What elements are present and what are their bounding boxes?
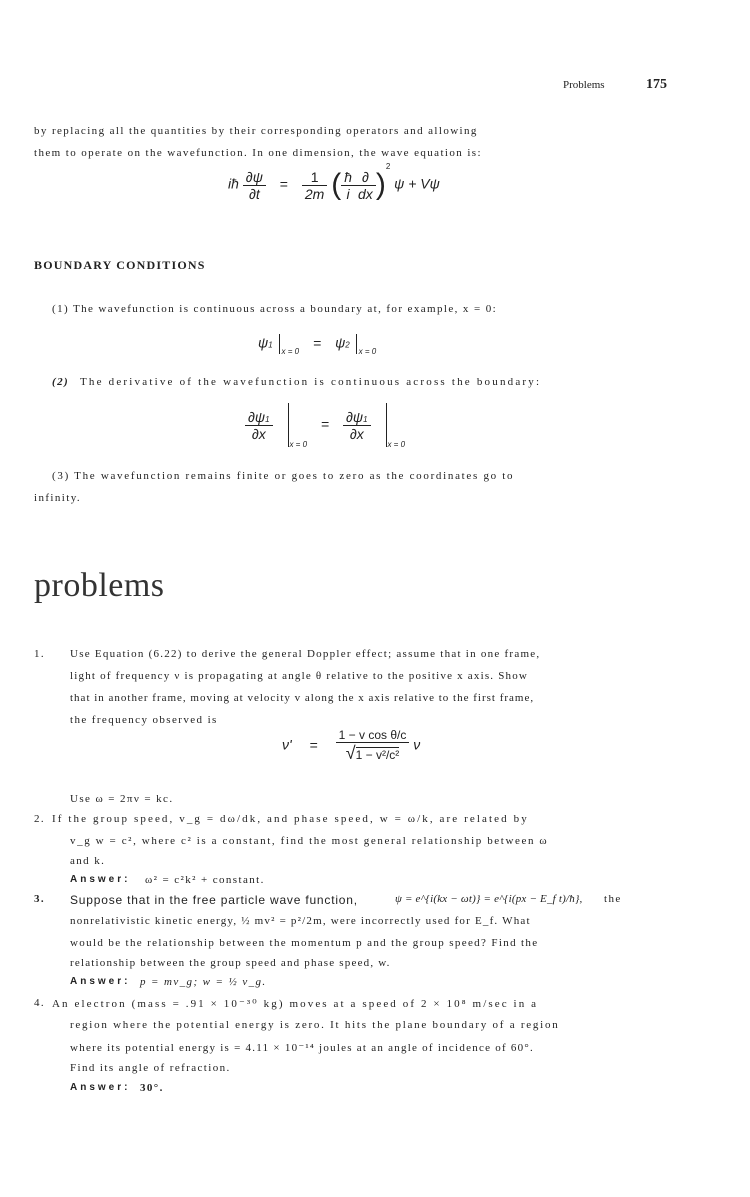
c2-equals: =: [320, 415, 330, 432]
problem-3-line-1a: Suppose that in the free particle wave function,: [70, 893, 358, 907]
problem-1-line-3: that in another frame, moving at velocity v along the x axis relative to the first frame,: [70, 692, 535, 704]
c1-eval-right: x = 0: [358, 346, 377, 356]
wave-eq-ih: iħ: [228, 175, 239, 192]
problem-2-answer-label: Answer:: [70, 874, 131, 885]
wave-eq-rest: ψ + Vψ: [394, 175, 440, 192]
wave-eq-power: 2: [385, 162, 391, 172]
c2-left-num: ∂ψ: [248, 408, 266, 425]
problem-3-answer: p = mv_g; w = ½ v_g.: [140, 976, 267, 988]
problem-3-number: 3.: [34, 893, 46, 905]
op-d: ∂: [355, 169, 376, 186]
c2-eval-right: x = 0: [387, 439, 406, 449]
c1-equals: =: [313, 334, 322, 351]
intro-line-2: them to operate on the wavefunction. In one dimension, the wave equation is:: [34, 147, 482, 159]
c1-psi-left: ψ: [258, 334, 269, 351]
doppler-equation: [282, 728, 420, 764]
intro-line-1: by replacing all the quantities by their corresponding operators and allowing: [34, 125, 478, 137]
condition-3-line-1: (3) The wavefunction remains finite or goes to zero as the coordinates go to: [52, 470, 515, 482]
c1-eval-bar-left: [279, 334, 280, 354]
problem-2-line-3: and k.: [70, 855, 106, 867]
problem-3-line-3: would be the relationship between the momentum p and the group speed? Find the: [70, 937, 539, 949]
problem-4-line-1: An electron (mass = .91 × 10⁻³⁰ kg) moves at a speed of 2 × 10⁸ m/sec in a: [52, 998, 539, 1010]
problem-2-number: 2.: [34, 813, 46, 825]
boundary-heading: BOUNDARY CONDITIONS: [34, 258, 206, 272]
wave-eq-coef: [302, 169, 327, 202]
page-number: 175: [646, 77, 667, 92]
problem-4-line-2: region where the potential energy is zero. It hits the plane boundary of a region: [70, 1019, 560, 1031]
condition-3-line-2: infinity.: [34, 492, 82, 504]
problem-4-answer-label: Answer:: [70, 1082, 131, 1093]
problem-2-answer: ω² = c²k² + constant.: [145, 874, 265, 886]
wave-eq-dpsi-dt: [243, 169, 266, 202]
condition-2-equation: [245, 403, 405, 447]
running-title: Problems: [563, 79, 605, 91]
op-d-dx: [355, 169, 376, 202]
wave-eq-equals: =: [279, 175, 288, 192]
problem-3-line-4: relationship between the group speed and phase speed, w.: [70, 957, 391, 969]
doppler-den: [336, 743, 410, 764]
c2-right-num: ∂ψ: [346, 408, 364, 425]
condition-1-equation: [258, 334, 376, 354]
op-h: ħ: [341, 169, 355, 186]
problem-2-line-1: If the group speed, v_g = dω/dk, and phase speed, w = ω/k, are related by: [52, 813, 529, 825]
c2-left-frac: [245, 409, 273, 442]
c1-eval-bar-right: [356, 334, 357, 354]
c2-right-frac: [343, 409, 371, 442]
c2-left-den: ∂x: [251, 425, 266, 442]
problem-1-line-4: the frequency observed is: [70, 714, 218, 726]
coef-num: 1: [302, 169, 327, 186]
paren-open: (: [331, 168, 342, 201]
problem-4-number: 4.: [34, 997, 46, 1009]
problem-1-number: 1.: [34, 648, 46, 660]
problems-title: problems: [34, 567, 165, 604]
wave-eq-den: ∂t: [248, 185, 260, 202]
doppler-rhs: ν: [413, 736, 421, 753]
c2-right-den: ∂x: [349, 425, 364, 442]
c1-psi-right: ψ: [335, 334, 346, 351]
problem-1-line-2: light of frequency ν is propagating at angle θ relative to the positive x axis. Show: [70, 670, 529, 682]
op-i: i: [346, 185, 350, 202]
problem-3-line-1b: the: [604, 893, 622, 905]
paren-close: ): [375, 168, 386, 201]
c1-psi-left-sub: 1: [268, 340, 273, 350]
wave-equation: [228, 162, 440, 202]
problem-3-wave-function: ψ = e^{i(kx − ωt)} = e^{i(px − E_f t)/ħ},: [395, 893, 583, 905]
doppler-num: 1 − v cos θ/c: [336, 728, 410, 743]
problem-1-line-1: Use Equation (6.22) to derive the general Doppler effect; assume that in one frame,: [70, 648, 541, 660]
problem-4-answer: 30°.: [140, 1082, 164, 1094]
problem-4-line-4: Find its angle of refraction.: [70, 1062, 231, 1074]
c1-psi-right-sub: 2: [345, 340, 350, 350]
doppler-lhs: ν': [282, 736, 292, 753]
condition-2-label: (2): [52, 376, 70, 388]
problem-2-line-2: v_g w = c², where c² is a constant, find the most general relationship between ω: [70, 835, 549, 847]
coef-den: 2m: [304, 185, 325, 202]
op-h-over-i: [341, 169, 355, 202]
problem-4-line-3: where its potential energy is = 4.11 × 10⁻¹⁴ joules at an angle of incidence of 60°.: [70, 1042, 535, 1054]
c1-eval-left: x = 0: [281, 346, 300, 356]
doppler-den-text: 1 − v²/c²: [355, 748, 400, 762]
c2-eval-left: x = 0: [289, 439, 308, 449]
problem-3-answer-label: Answer:: [70, 976, 131, 987]
doppler-frac: [336, 728, 410, 764]
condition-2-text: The derivative of the wavefunction is continuous across the boundary:: [80, 376, 542, 388]
sqrt-icon: √: [345, 743, 356, 763]
condition-1-text: (1) The wavefunction is continuous across a boundary at, for example, x = 0:: [52, 303, 498, 315]
c2-left-num-sub: 1: [265, 414, 270, 424]
doppler-equals: =: [309, 736, 318, 753]
wave-eq-num: ∂ψ: [243, 169, 266, 186]
problem-3-line-2: nonrelativistic kinetic energy, ½ mv² = p²/2m, were incorrectly used for E_f. What: [70, 915, 531, 927]
op-dx: dx: [358, 185, 373, 202]
c2-right-num-sub: 1: [363, 414, 368, 424]
problem-1-use: Use ω = 2πν = kc.: [70, 793, 174, 805]
